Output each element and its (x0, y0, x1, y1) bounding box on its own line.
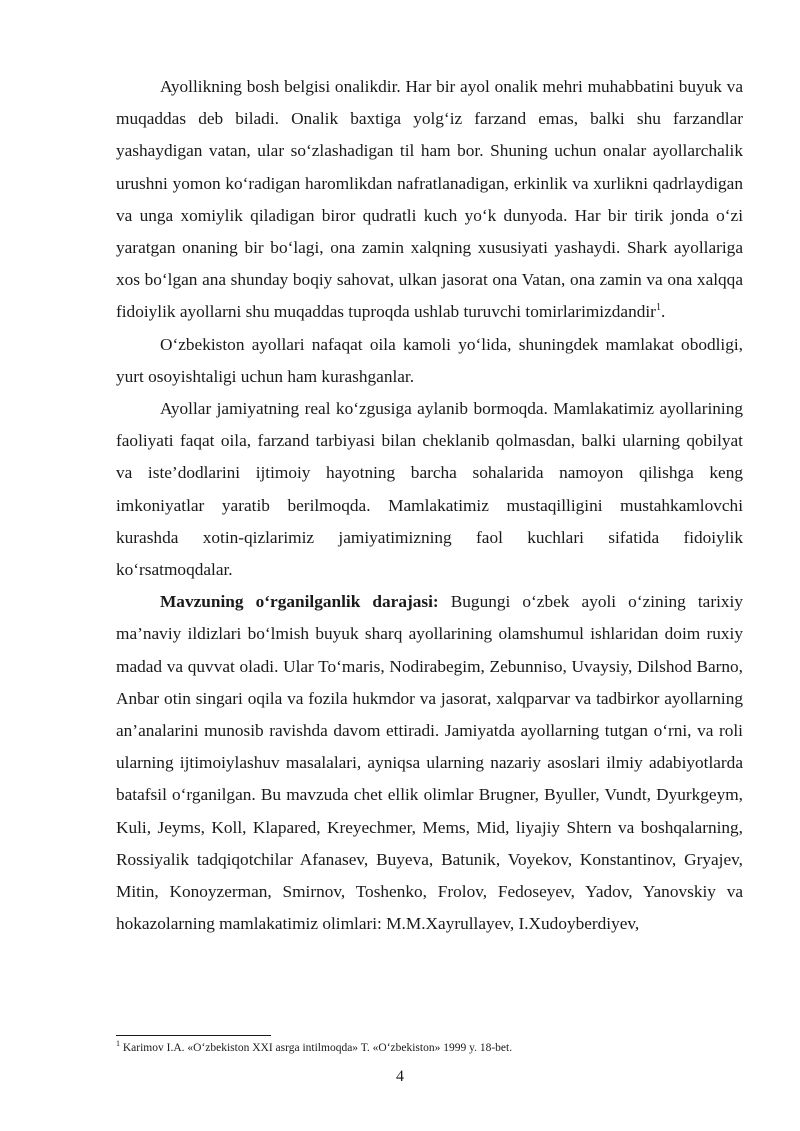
footnote-text: Karimov I.A. «O‘zbekiston XXI asrga intilmoqda» T. «O‘zbekiston» 1999 y. 18-bet. (120, 1042, 513, 1054)
section-heading: Mavzuning o‘rganilganlik darajasi: (160, 592, 439, 612)
paragraph-society-mirror: Ayollar jamiyatning real ko‘zgusiga aylanib bormoqda. Mamlakatimiz ayollarining faoliyati faqat oila, farzand tarbiyasi bilan cheklanib qolmasdan, balki ularning qobilyat va iste’dodlarini ijtimoiy hayotning barcha sohalarida namoyon qilishga keng imkoniyatlar yaratib berilmoqda. Mamlakatimiz mustaqilligini mustahkamlovchi kurashda xotin-qizlarimiz jamiyatimizning faol kuchlari sifatida fidoiylik ko‘rsatmoqdalar. (116, 399, 743, 580)
body-text (116, 71, 743, 940)
paragraph-text: Ayollikning bosh belgisi onalikdir. Har bir ayol onalik mehri muhabbatini buyuk va muqaddas deb biladi. Onalik baxtiga yolg‘iz farzand emas, balki shu farzandlar yashaydigan vatan, ular so‘zlashadigan til ham bor. Shuning uchun onalar ayollarchalik urushni yomon ko‘radigan haromlikdan nafratlanadigan, erkinlik va xurlikni qadrlaydigan va unga xomiylik qiladigan biror qudratli kuch yo‘k dunyoda. Har bir tirik jonda o‘zi yaratgan onaning bir bo‘lagi, ona zamin xalqning xususiyati yashaydi. Shark ayollariga xos bo‘lgan ana shunday boqiy sahovat, ulkan jasorat ona Vatan, ona zamin va ona xalqqa fidoiylik ayollarni shu muqaddas tuproqda ushlab turuvchi tomirlarimizdandir (116, 77, 743, 322)
paragraph-motherhood (116, 71, 743, 329)
paragraph-end: . (660, 302, 666, 322)
footnote-divider (116, 1035, 271, 1036)
page-number: 4 (396, 1068, 404, 1085)
footnote-reference: 1 (655, 302, 661, 314)
paragraph-text: Bugungi o‘zbek ayoli o‘zining tarixiy ma’naviy ildizlari bo‘lmish buyuk sharq ayollarining olamshumul ishlaridan doim ruxiy madad va quvvat oladi. Ular To‘maris, Nodirabegim, Zebunniso, Uvaysiy, Dilshod Barno, Anbar otin singari oqila va fozila hukmdor va jasorat, xalqparvar va tadbirkor ayollarning an’analarini munosib ravishda davom ettiradi. Jamiyatda ayollarning tutgan o‘rni, va roli ularning ijtimoiylashuv masalalari, ayniqsa ularning nazariy asoslari ilmiy adabiyotlarda batafsil o‘rganilgan. Bu mavzuda chet ellik olimlar Brugner, Byuller, Vundt, Dyurkgeym, Kuli, Jeyms, Koll, Klapared, Kreyechmer, Mems, Mid, liyajiy Shtern va boshqalarning, Rossiyalik tadqiqotchilar Afanasev, Buyeva, Batunik, Voyekov, Konstantinov, Gryajev, Mitin, Konoyzerman, Smirnov, Toshenko, Frolov, Fedoseyev, Yadov, Yanovskiy va hokazolarning mamlakatimiz olimlari: M.M.Xayrullayev, I.Xudoyberdiyev, (116, 592, 743, 934)
footnote-marker: 1 (116, 1039, 120, 1049)
paragraph-study-level (116, 586, 743, 940)
footnote (116, 1040, 743, 1056)
paragraph-uzbek-women: O‘zbekiston ayollari nafaqat oila kamoli yo‘lida, shuningdek mamlakat obodligi, yurt osoyishtaligi uchun ham kurashganlar. (116, 334, 743, 386)
